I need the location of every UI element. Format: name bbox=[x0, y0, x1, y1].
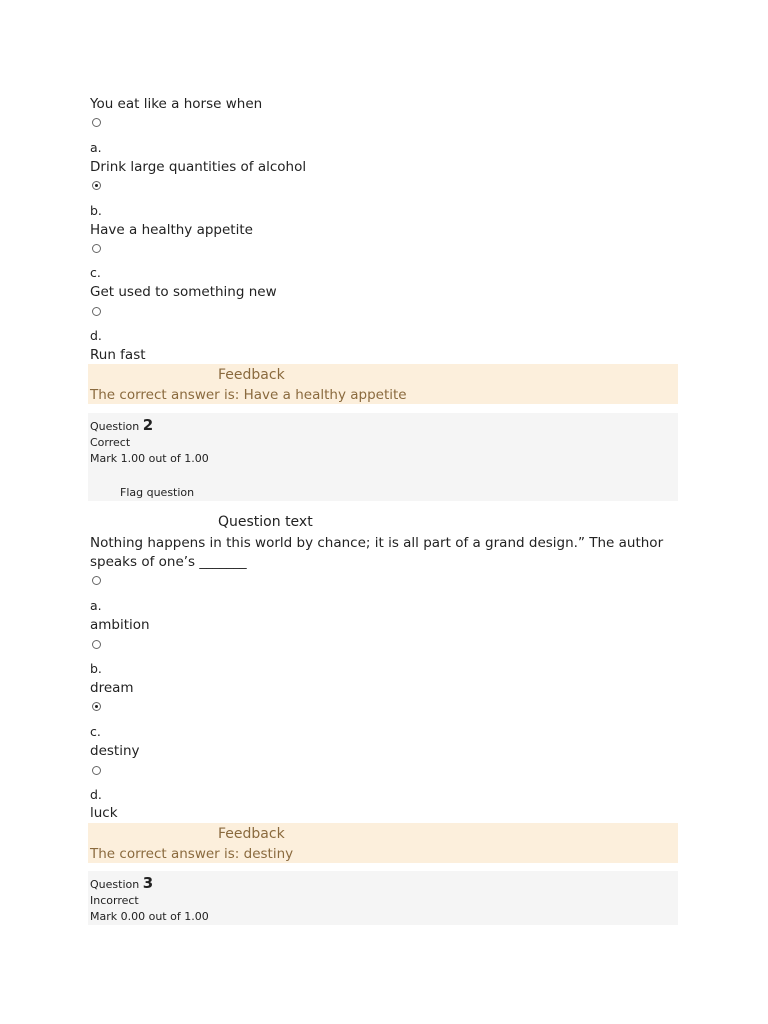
q2-prompt: Nothing happens in this world by chance; it is all part of a grand design.” The author speaks of one’s _______ bbox=[90, 535, 664, 570]
q1-option-c-radio[interactable] bbox=[92, 244, 101, 253]
q3-info-panel bbox=[88, 871, 678, 925]
q1-option-c-text[interactable]: Get used to something new bbox=[90, 284, 277, 300]
q2-mark: Mark 1.00 out of 1.00 bbox=[90, 452, 209, 465]
q2-option-a-letter: a. bbox=[90, 598, 102, 613]
q2-option-d-radio[interactable] bbox=[92, 766, 101, 775]
q2-option-c-text[interactable]: destiny bbox=[90, 743, 140, 759]
q2-option-d-text[interactable]: luck bbox=[90, 805, 118, 821]
q2-option-d-letter: d. bbox=[90, 787, 102, 802]
q3-label: Question bbox=[90, 878, 140, 891]
q3-number: 3 bbox=[142, 874, 154, 892]
q2-option-b-radio[interactable] bbox=[92, 640, 101, 649]
q1-feedback-title: Feedback bbox=[218, 367, 285, 383]
q2-status: Correct bbox=[90, 436, 131, 449]
q2-feedback bbox=[88, 823, 678, 863]
q2-number: 2 bbox=[142, 416, 154, 434]
q1-option-b-text[interactable]: Have a healthy appetite bbox=[90, 222, 253, 238]
q2-option-c-radio[interactable] bbox=[92, 702, 101, 711]
q2-text-title: Question text bbox=[218, 514, 313, 530]
q2-option-c-letter: c. bbox=[90, 724, 101, 739]
q3-mark: Mark 0.00 out of 1.00 bbox=[90, 910, 209, 923]
q2-info-panel bbox=[88, 413, 678, 501]
q2-option-a-text[interactable]: ambition bbox=[90, 617, 150, 633]
q1-option-a-letter: a. bbox=[90, 140, 102, 155]
q2-option-b-text[interactable]: dream bbox=[90, 680, 134, 696]
q2-label: Question bbox=[90, 420, 140, 433]
q3-status: Incorrect bbox=[90, 894, 139, 907]
q1-option-d-letter: d. bbox=[90, 328, 102, 343]
q1-feedback bbox=[88, 364, 678, 404]
q1-option-a-text[interactable]: Drink large quantities of alcohol bbox=[90, 159, 307, 175]
q2-feedback-text: The correct answer is: destiny bbox=[90, 846, 294, 862]
q1-option-a-radio[interactable] bbox=[92, 118, 101, 127]
q2-option-a-radio[interactable] bbox=[92, 576, 101, 585]
q3-heading bbox=[90, 876, 153, 892]
q2-option-b-letter: b. bbox=[90, 661, 102, 676]
q1-feedback-text: The correct answer is: Have a healthy appetite bbox=[90, 387, 407, 403]
q1-option-d-text[interactable]: Run fast bbox=[90, 347, 146, 363]
q1-option-b-letter: b. bbox=[90, 203, 102, 218]
q2-feedback-title: Feedback bbox=[218, 826, 285, 842]
q1-prompt: You eat like a horse when bbox=[90, 96, 263, 112]
q2-heading bbox=[90, 418, 153, 434]
q2-flag-question[interactable]: Flag question bbox=[120, 486, 195, 499]
q1-option-c-letter: c. bbox=[90, 265, 101, 280]
q1-option-b-radio[interactable] bbox=[92, 181, 101, 190]
q1-option-d-radio[interactable] bbox=[92, 307, 101, 316]
